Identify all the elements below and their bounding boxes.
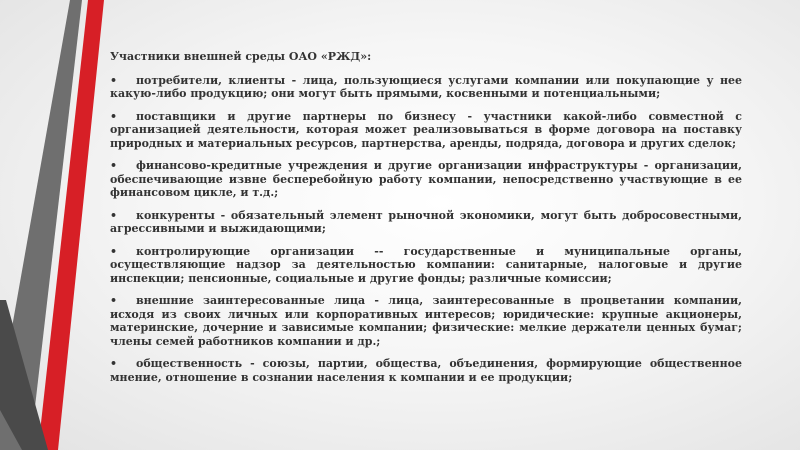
bullet: •: [110, 159, 118, 172]
list-item-text: общественность - союзы, партии, общества, объединения, формирующие общественное мнение, отношение в сознании населения к компании и ее продукции;: [110, 357, 742, 384]
list-item: [110, 245, 742, 286]
dark-stripe: [0, 300, 48, 450]
bullet: •: [110, 109, 118, 123]
bullet: •: [110, 244, 118, 258]
list-item: [110, 110, 742, 151]
list-item-text: финансово-кредитные учреждения и другие организации инфраструктуры - организации, обеспечивающие извне бесперебойную работу компании, непосредственно участвующие в ее финансовом цикле, и т.д.;: [110, 159, 742, 199]
list-item: [110, 294, 742, 348]
slide-content: [110, 50, 742, 393]
red-stripe: [38, 0, 104, 450]
list-item-text: потребители, клиенты - лица, пользующиеся услугами компании или покупающие у нее какую-либо продукцию; они могут быть прямыми, косвенными и потенциальными;: [110, 73, 742, 100]
bullet: •: [110, 357, 118, 370]
list-item-text: внешние заинтересованные лица - лица, заинтересованные в процветании компании, исходя из своих личных или корпоративных интересов; юридические: крупные акционеры, материнские, дочерние и зависимые компании; физические: мелкие держатели ценных бумаг; члены семей работников компании и др.;: [110, 294, 742, 348]
list-item: [110, 357, 742, 384]
gray-stripe: [0, 0, 82, 450]
bullet: •: [110, 73, 118, 87]
list-item-text: конкуренты - обязательный элемент рыночной экономики, могут быть добросовестными, агрессивными и выжидающими;: [110, 208, 742, 235]
bullet: •: [110, 294, 118, 307]
list-item-text: контролирующие организации -- государственные и муниципальные органы, осуществляющие надзор за деятельностью компании: санитарные, налоговые и другие инспекции; пенсионные, социальные и другие фонды; различные комиссии;: [110, 244, 742, 285]
list-item: [110, 159, 742, 200]
list-item: [110, 74, 742, 101]
list-item: [110, 209, 742, 236]
bullet: •: [110, 208, 118, 222]
slide-heading: Участники внешней среды ОАО «РЖД»:: [110, 50, 372, 63]
list-item-text: поставщики и другие партнеры по бизнесу - участники какой-либо совместной с организацией деятельности, которая может реализовываться в форме договора на поставку природных и материальных ресурсов, партнерства, аренды, подряда, договора и других сделок;: [110, 109, 742, 150]
